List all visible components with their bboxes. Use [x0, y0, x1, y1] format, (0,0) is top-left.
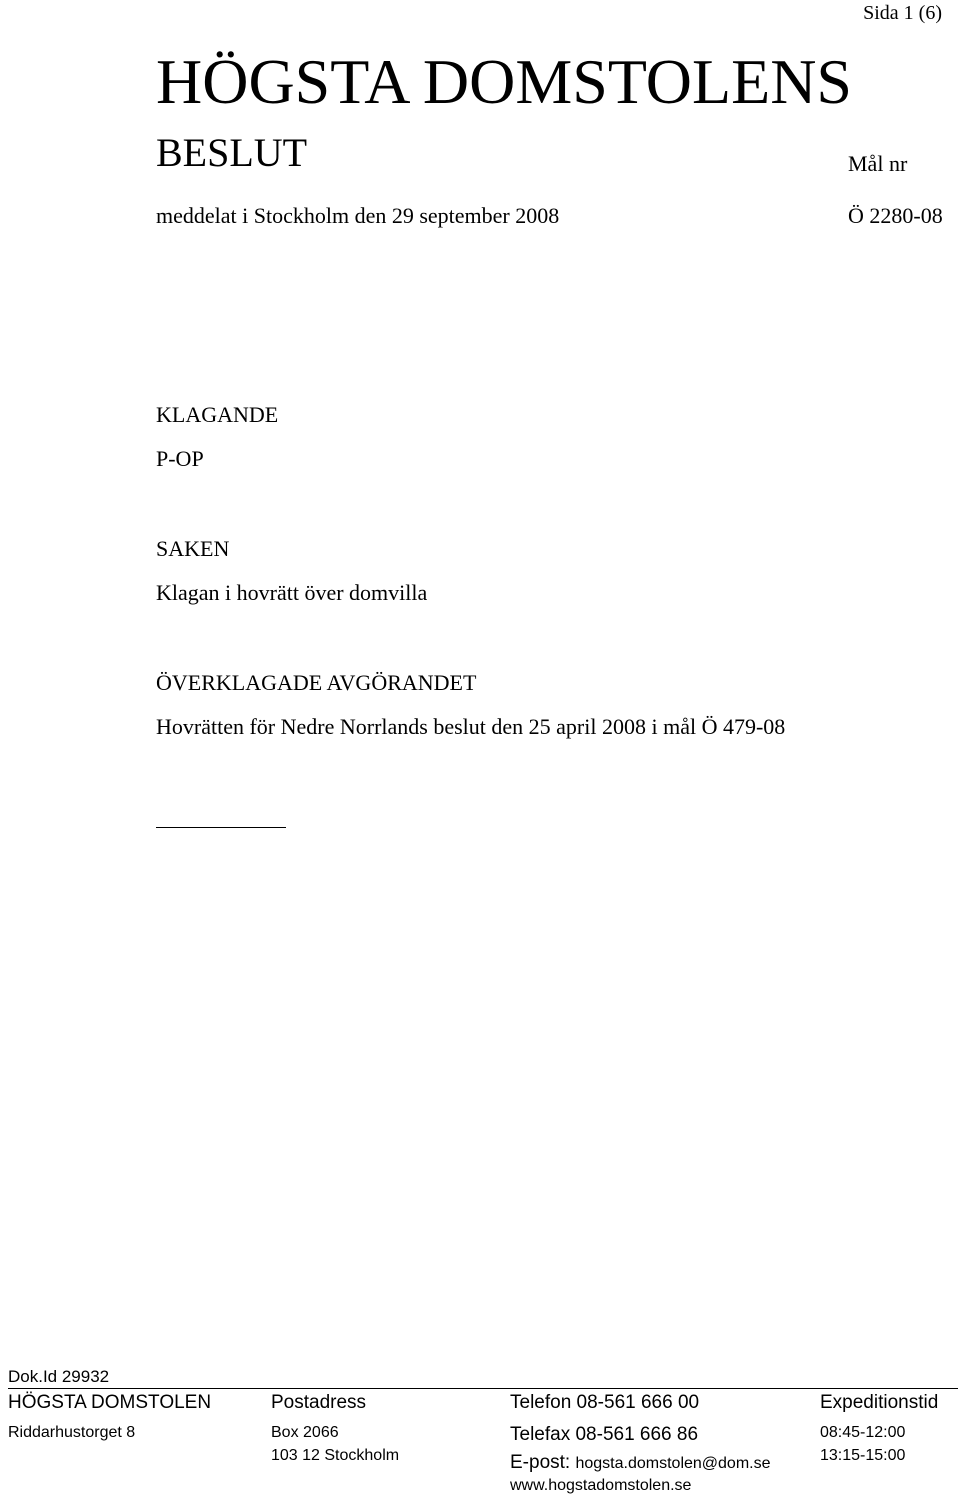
page-number: Sida 1 (6): [863, 2, 942, 24]
footer-phone: Telefon 08-561 666 00: [510, 1392, 700, 1413]
footer-email-label: E-post:: [510, 1452, 571, 1473]
footer-court-name: HÖGSTA DOMSTOLEN: [8, 1392, 212, 1413]
footer-hours-afternoon: 13:15-15:00: [820, 1447, 906, 1464]
document-id: Dok.Id 29932: [8, 1367, 110, 1386]
footer-postal-box: Box 2066: [271, 1424, 339, 1441]
footer-postal-city: 103 12 Stockholm: [271, 1447, 400, 1464]
footer-email-row: [510, 1452, 771, 1474]
matter-heading: SAKEN: [156, 536, 230, 561]
appellant-heading: KLAGANDE: [156, 402, 279, 427]
footer-postal-heading: Postadress: [271, 1392, 367, 1413]
matter-text: Klagan i hovrätt över domvilla: [156, 580, 428, 605]
case-number-label: Mål nr: [848, 151, 908, 176]
issued-line: meddelat i Stockholm den 29 september 2008: [156, 203, 560, 228]
appealed-decision-text: Hovrätten för Nedre Norrlands beslut den 25 april 2008 i mål Ö 479-08: [156, 714, 786, 739]
footer-street-address: Riddarhustorget 8: [8, 1424, 136, 1441]
separator-line: [156, 827, 286, 828]
case-number: Ö 2280-08: [848, 203, 943, 228]
footer-divider: [8, 1388, 958, 1389]
footer-fax: Telefax 08-561 666 86: [510, 1424, 699, 1445]
footer-email[interactable]: hogsta.domstolen@dom.se: [575, 1455, 771, 1472]
footer-website[interactable]: www.hogstadomstolen.se: [510, 1477, 692, 1494]
appellant-name: P-OP: [156, 446, 204, 471]
court-title: HÖGSTA DOMSTOLENS: [156, 46, 852, 117]
footer-hours-morning: 08:45-12:00: [820, 1424, 906, 1441]
appealed-decision-heading: ÖVERKLAGADE AVGÖRANDET: [156, 670, 477, 695]
document-type: BESLUT: [156, 130, 308, 175]
footer-hours-heading: Expeditionstid: [820, 1392, 939, 1413]
